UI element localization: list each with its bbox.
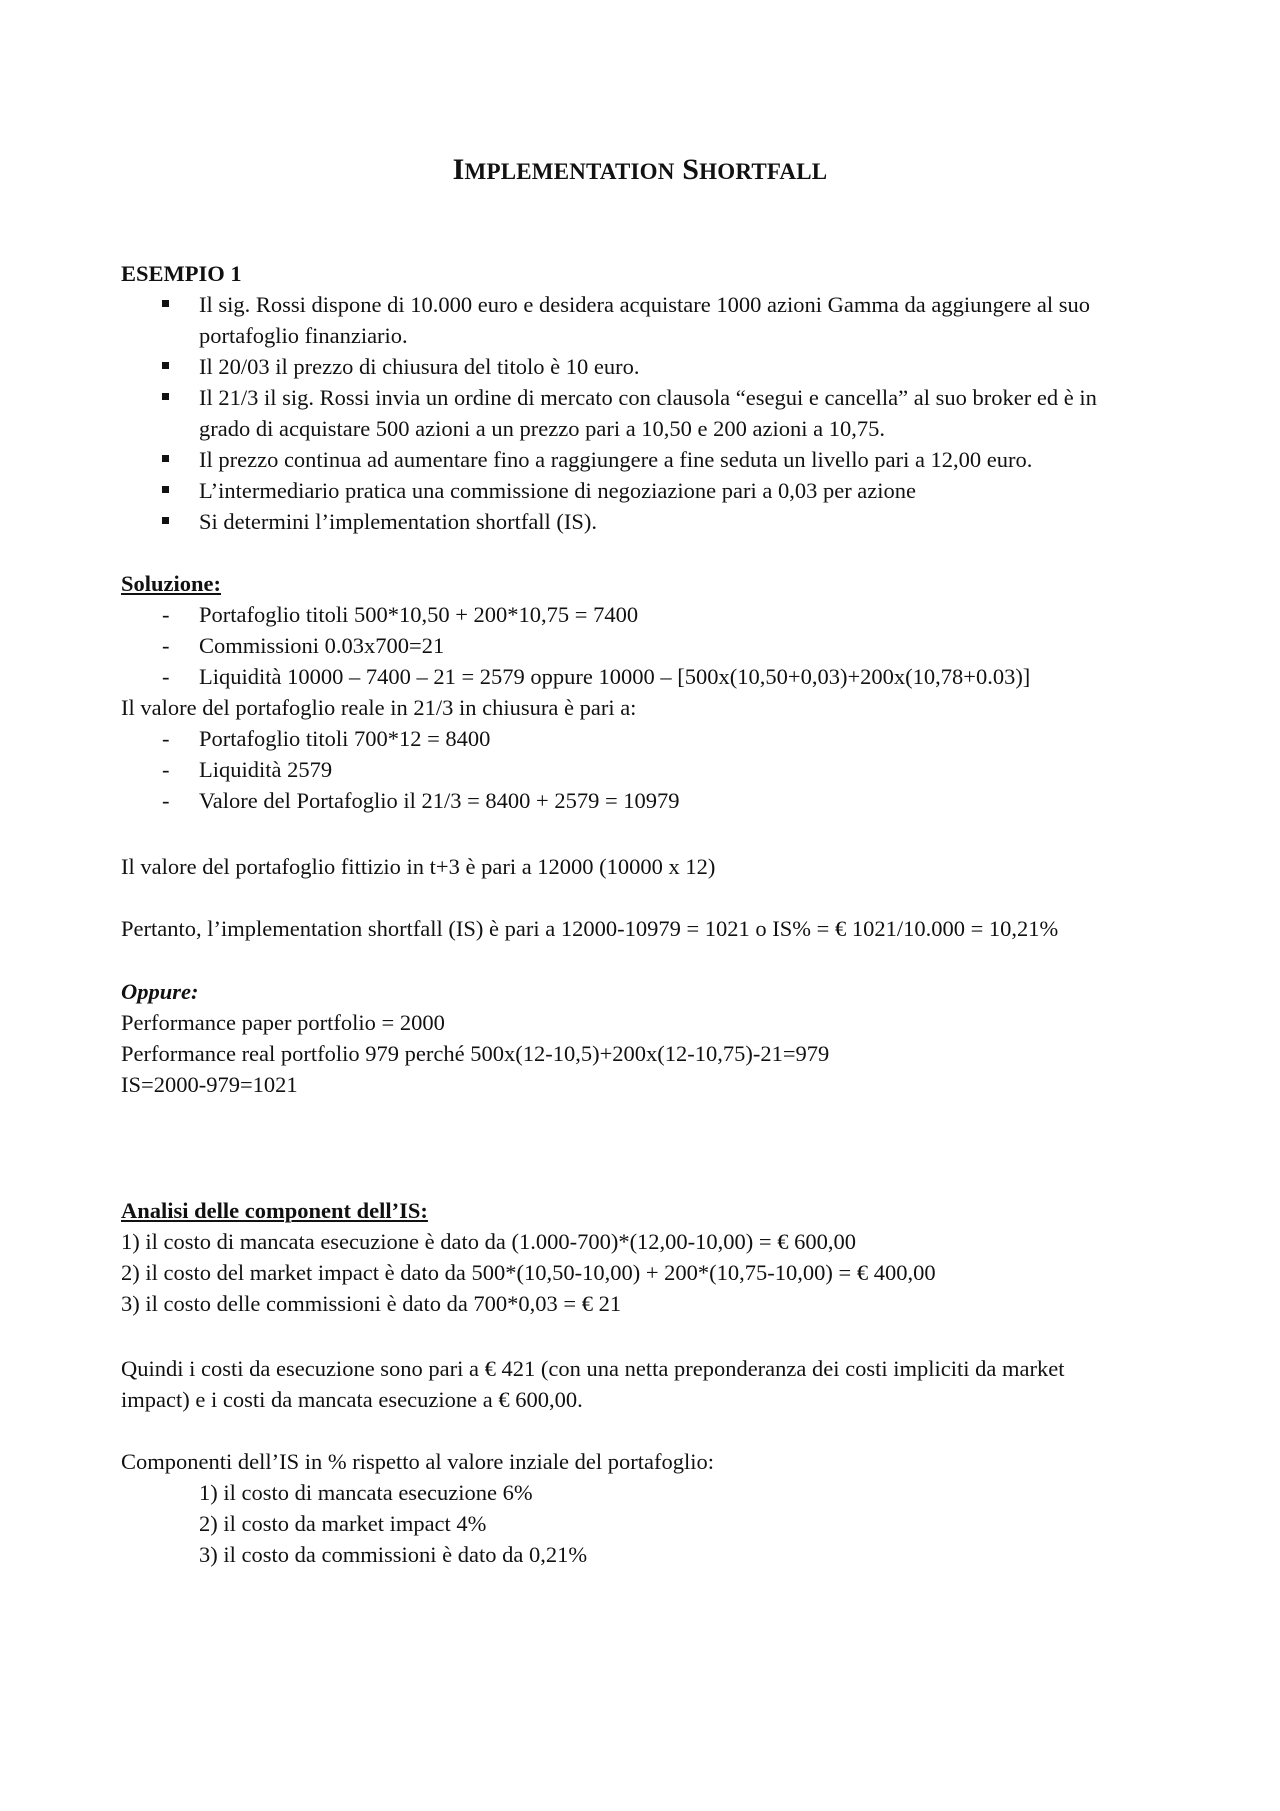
alternative-heading: Oppure: [121, 979, 199, 1004]
paper-portfolio-text [121, 851, 1181, 882]
bullet-line: L’intermediario pratica una commissione di negoziazione pari a 0,03 per azione [199, 478, 917, 503]
percent-item: 2) il costo da market impact 4% [199, 1511, 487, 1536]
bullet-line: Il 20/03 il prezzo di chiusura del titolo è 10 euro. [199, 354, 640, 379]
example-bullet [121, 475, 1181, 506]
analysis-line: 3) il costo delle commissioni è dato da 700*0,03 = € 21 [121, 1291, 622, 1316]
solution-item: - Portafoglio titoli 500*10,50 + 200*10,75 = 7400 [162, 602, 639, 627]
solution-intro-real: Il valore del portafoglio reale in 21/3 in chiusura è pari a: [121, 695, 637, 720]
example-bullet [121, 382, 1181, 444]
percent-intro: Componenti dell’IS in % rispetto al valore inziale del portafoglio: [121, 1449, 714, 1474]
alternative-line: Performance real portfolio 979 perché 500x(12-10,5)+200x(12-10,75)-21=979 [121, 1041, 830, 1066]
bullet-line: Il 21/3 il sig. Rossi invia un ordine di mercato con clausola “esegui e cancella” al suo broker ed è in [199, 385, 1097, 410]
alternative-line: IS=2000-979=1021 [121, 1072, 298, 1097]
title-word2-rest: HORTFALL [699, 159, 828, 184]
example-section [121, 258, 1181, 537]
bullet-line: Il prezzo continua ad aumentare fino a raggiungere a fine seduta un livello pari a 12,00 euro. [199, 447, 1033, 472]
square-bullet-icon [162, 300, 169, 307]
bullet-line: grado di acquistare 500 azioni a un prezzo pari a 10,50 e 200 azioni a 10,75. [199, 416, 886, 441]
analysis-line: 2) il costo del market impact è dato da 500*(10,50-10,00) + 200*(10,75-10,00) = € 400,00 [121, 1260, 936, 1285]
alternative-section [121, 976, 1181, 1100]
square-bullet-icon [162, 393, 169, 400]
example-heading: ESEMPIO 1 [121, 261, 242, 286]
percent-item: 1) il costo di mancata esecuzione 6% [199, 1480, 533, 1505]
analysis-summary [121, 1353, 1181, 1415]
solution-item: - Commissioni 0.03x700=21 [162, 633, 445, 658]
example-bullet [121, 351, 1181, 382]
title-word1-rest: MPLEMENTATION [464, 159, 675, 184]
bullet-line: Il sig. Rossi dispone di 10.000 euro e desidera acquistare 1000 azioni Gamma da aggiungere al suo [199, 292, 1091, 317]
title-word1-cap: I [452, 153, 465, 186]
summary-line: Quindi i costi da esecuzione sono pari a € 421 (con una netta preponderanza dei costi impliciti da market [121, 1356, 1065, 1381]
percent-components [121, 1446, 1181, 1570]
example-bullet [121, 444, 1181, 475]
square-bullet-icon [162, 455, 169, 462]
square-bullet-icon [162, 486, 169, 493]
analysis-heading: Analisi delle component dell’IS: [121, 1198, 428, 1223]
solution-section [121, 568, 1181, 816]
square-bullet-icon [162, 517, 169, 524]
solution-item: - Portafoglio titoli 700*12 = 8400 [162, 726, 491, 751]
paper-portfolio-line: Il valore del portafoglio fittizio in t+3 è pari a 12000 (10000 x 12) [121, 854, 716, 879]
bullet-line: portafoglio finanziario. [199, 323, 408, 348]
solution-heading: Soluzione: [121, 571, 222, 596]
analysis-line: 1) il costo di mancata esecuzione è dato da (1.000-700)*(12,00-10,00) = € 600,00 [121, 1229, 856, 1254]
bullet-line: Si determini l’implementation shortfall (IS). [199, 509, 598, 534]
page-title [0, 150, 1280, 192]
alternative-line: Performance paper portfolio = 2000 [121, 1010, 445, 1035]
solution-item: - Liquidità 2579 [162, 757, 333, 782]
square-bullet-icon [162, 362, 169, 369]
summary-line: impact) e i costi da mancata esecuzione a € 600,00. [121, 1387, 583, 1412]
example-bullet [121, 289, 1181, 351]
analysis-section [121, 1195, 1181, 1319]
percent-item: 3) il costo da commissioni è dato da 0,21% [199, 1542, 588, 1567]
conclusion-line: Pertanto, l’implementation shortfall (IS) è pari a 12000-10979 = 1021 o IS% = € 1021/10.000 = 10,21% [121, 916, 1059, 941]
example-bullet [121, 506, 1181, 537]
conclusion-text [121, 913, 1181, 944]
solution-item: - Liquidità 10000 – 7400 – 21 = 2579 oppure 10000 – [500x(10,50+0,03)+200x(10,78+0.03)] [162, 664, 1031, 689]
solution-item: - Valore del Portafoglio il 21/3 = 8400 + 2579 = 10979 [162, 788, 680, 813]
title-word2-cap: S [682, 153, 700, 186]
